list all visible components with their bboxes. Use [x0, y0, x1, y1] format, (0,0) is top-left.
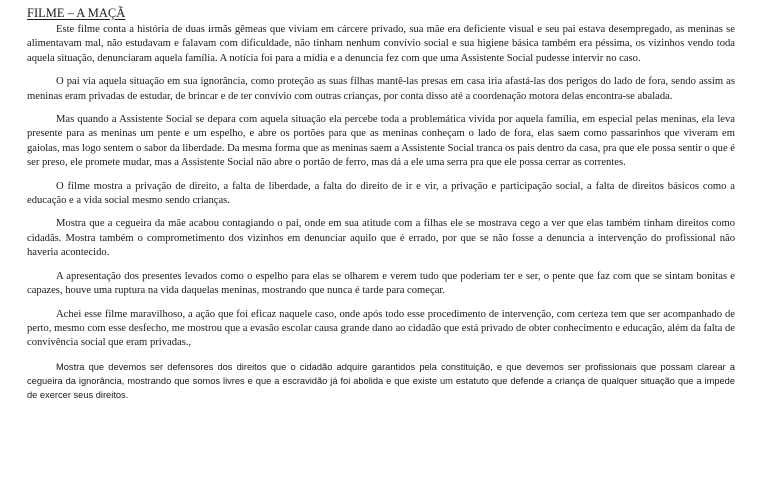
document-title: FILME – A MAÇÃ — [27, 6, 126, 20]
paragraph-5: Mostra que a cegueira da mãe acabou contagiando o pai, onde em sua atitude com a filhas ele se mostrava cego a ver que elas também tinham direitos como cidadãs. Mostra também o comprometimento dos vizinhos em denunciar aquilo que é errado, por que se não fosse a denuncia a intervenção do profissional não haveria acontecido. — [27, 218, 735, 259]
paragraph-1: Este filme conta a história de duas irmãs gêmeas que viviam em cárcere privado, sua mãe era deficiente visual e seu pai estava desempregado, as meninas se alimentavam mal, não estudavam e falavam com dificuldade, não tinham nenhum convívio social e sua higiene básica também era péssima, os vizinhos vendo toda aquela situação, denunciaram aquela família. A notícia foi para a mídia e a denuncia fez com que uma Assistente Social pudesse intervir no caso. — [27, 24, 735, 64]
paragraph-7: Achei esse filme maravilhoso, a ação que foi eficaz naquele caso, onde após todo esse procedimento de intervenção, com certeza tem que ser acompanhado de perto, mesmo com esse desfecho, me mostrou que a evasão escolar causa grande dano ao cidadão que está privado de obter conhecimento e educação, além da falta de convivência social que eram privadas., — [27, 308, 735, 349]
paragraph-6: A apresentação dos presentes levados como o espelho para elas se olharem e verem tudo que poderiam ter e ser, o pente que faz com que se sintam bonitas e capazes, houve uma ruptura na vida daquelas meninas, mostrando que nunca é tarde para começar. — [27, 270, 735, 297]
paragraph-8: Mostra que devemos ser defensores dos direitos que o cidadão adquire garantidos pela constituição, e que devemos ser profissionais que possam clarear a cegueira da ignorância, mostrando que somos livres e que a escravidão já foi abolida e que existe um estatuto que defende a criança de qualquer situação que a impede de exercer seus direitos. — [27, 361, 735, 401]
paragraph-2: O pai via aquela situação em sua ignorância, como proteção as suas filhas mantê-las presas em casa iria afastá-las dos perigos do lado de fora, sendo assim as meninas eram privadas de estudar, de brincar e de ter convívio com outras crianças, por conta disso até a coordenação motora delas encontra-se abalada. — [27, 76, 735, 102]
paragraph-3: Mas quando a Assistente Social se depara com aquela situação ela percebe toda a problemática vivida por aquela família, em especial pelas meninas, ela leva presente para as meninas um pente e um espelho, e abre os portões para que as meninas conheçam o lado de fora, elas saem como passarinhos que viveram em gaiolas, mas logo sentem o sabor da liberdade. Da mesma forma que as meninas saem a Assistente Social tranca os pais dentro da casa, pra que ele possa sentir o que é ser preso, ele promete mudar, mas a Assistente Social não abre o portão de ferro, mas dá a ele uma serra pra que ele possa cerrar as correntes. — [27, 114, 735, 169]
paragraph-4: O filme mostra a privação de direito, a falta de liberdade, a falta do direito de ir e vir, a privação e participação social, a falta de direitos básicos como a educação e a vida social mesmo sendo crianças. — [27, 180, 735, 207]
